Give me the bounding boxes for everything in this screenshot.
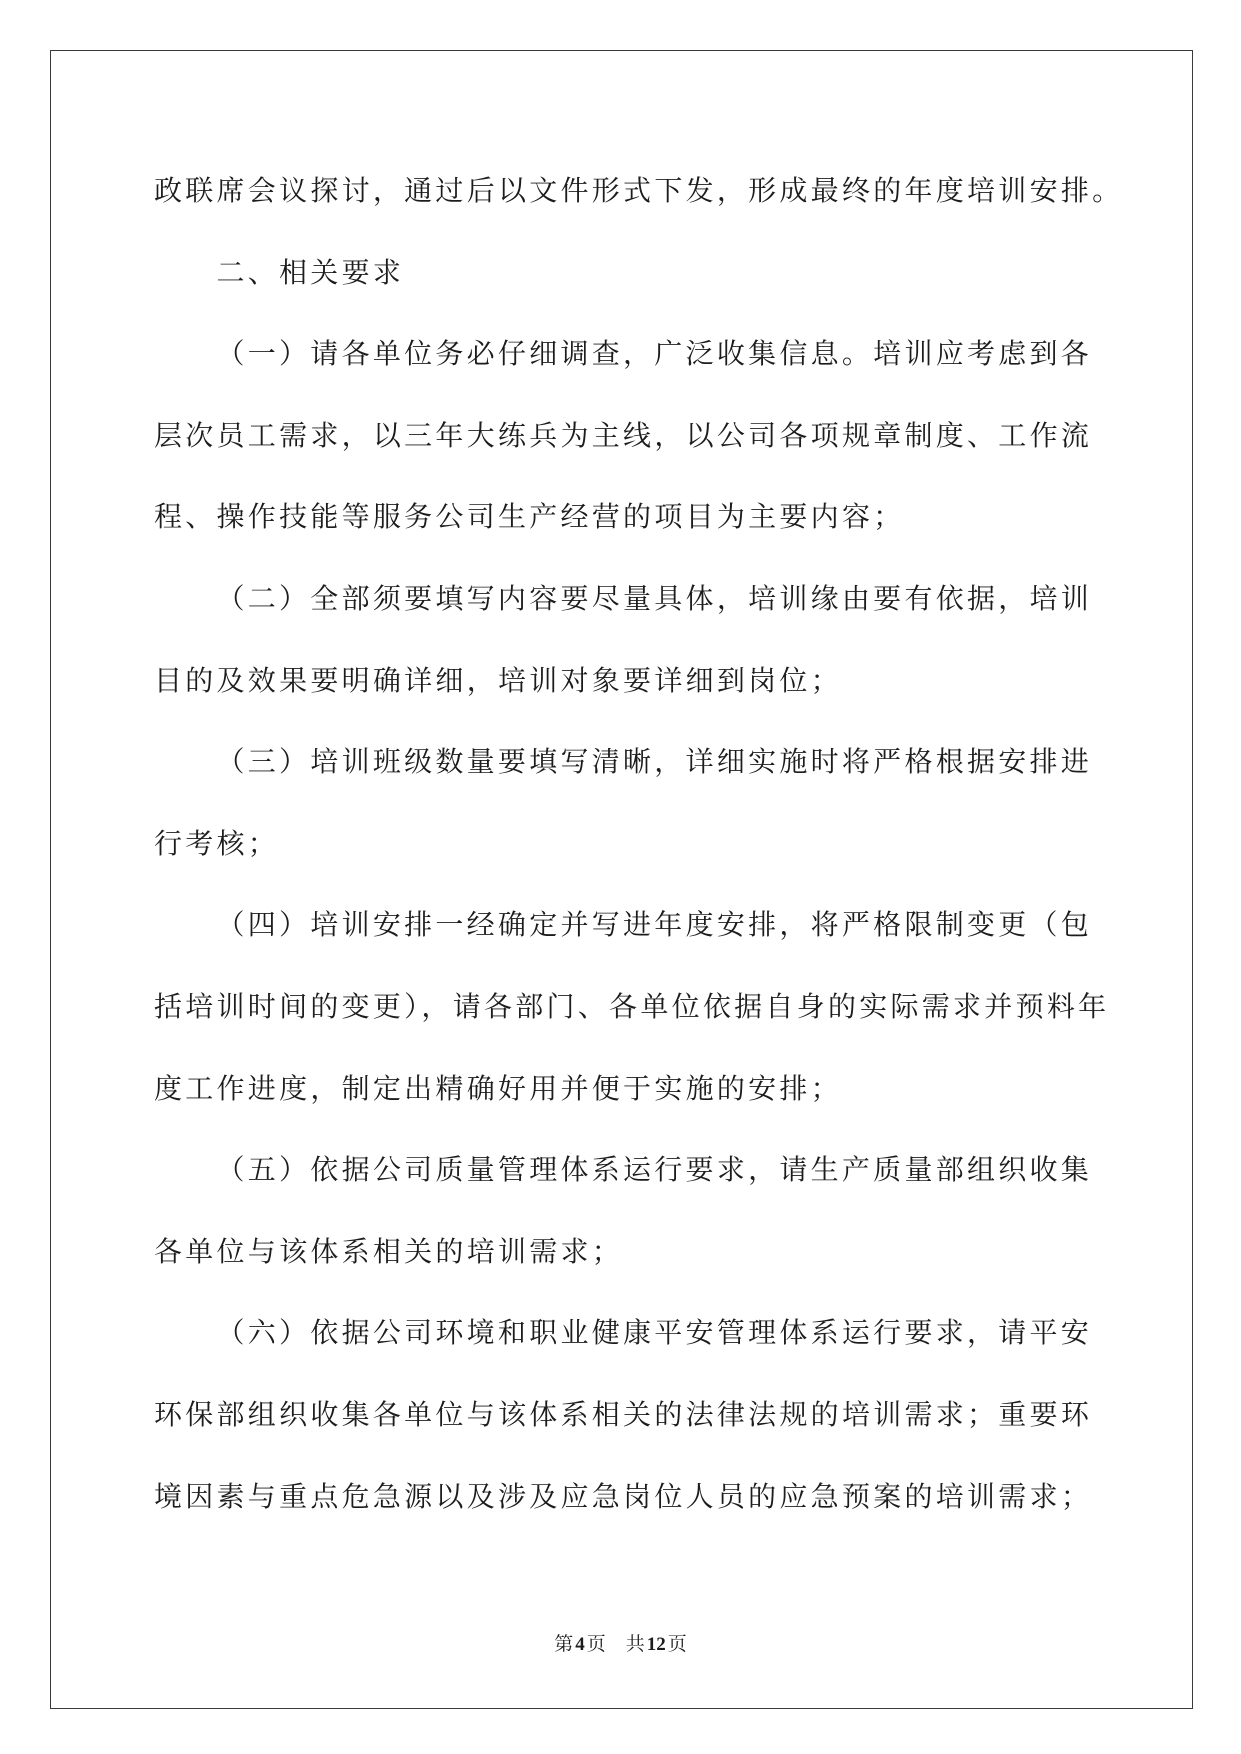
requirement-item-2	[154, 558, 1184, 721]
text-line: 层次员工需求，以三年大练兵为主线，以公司各项规章制度、工作流	[154, 418, 1093, 452]
text-line: （四）培训安排一经确定并写进年度安排，将严格限制变更（包	[216, 908, 1093, 942]
total-pages-value: 12	[646, 1634, 666, 1655]
text-line: （二）全部须要填写内容要尽量具体，培训缘由要有依据，培训	[216, 581, 1093, 615]
requirement-item-1	[154, 313, 1184, 558]
text-line: 各单位与该体系相关的培训需求；	[154, 1234, 624, 1268]
requirement-item-6	[154, 1292, 1184, 1537]
page-suffix: 页	[586, 1634, 606, 1655]
text-line: 括培训时间的变更），请各部门、各单位依据自身的实际需求并预料年	[154, 989, 1110, 1023]
document-body	[154, 150, 1184, 1537]
text-line: 政联席会议探讨，通过后以文件形式下发，形成最终的年度培训安排。	[154, 174, 1124, 207]
page-number-value: 4	[575, 1634, 585, 1655]
paragraph-continuation	[154, 150, 1184, 232]
total-prefix: 共	[625, 1634, 645, 1655]
total-suffix: 页	[667, 1634, 687, 1655]
section-heading	[154, 232, 1184, 314]
text-line: 环保部组织收集各单位与该体系相关的法律法规的培训需求；重要环	[154, 1397, 1093, 1431]
requirement-item-3	[154, 721, 1184, 884]
text-line: 目的及效果要明确详细，培训对象要详细到岗位；	[154, 663, 842, 697]
text-line: 境因素与重点危急源以及涉及应急岗位人员的应急预案的培训需求；	[154, 1479, 1093, 1513]
text-line: 程、操作技能等服务公司生产经营的项目为主要内容；	[154, 500, 905, 534]
text-line: （五）依据公司质量管理体系运行要求，请生产质量部组织收集	[216, 1153, 1093, 1187]
page-number	[0, 1632, 1241, 1658]
requirement-item-5	[154, 1129, 1184, 1292]
text-line: （三）培训班级数量要填写清晰，详细实施时将严格根据安排进	[216, 745, 1093, 779]
section-heading-text: 二、相关要求	[216, 255, 405, 289]
total-pages-label	[626, 1634, 687, 1655]
text-line: 行考核；	[154, 826, 280, 860]
current-page-label	[554, 1634, 606, 1655]
text-line: （六）依据公司环境和职业健康平安管理体系运行要求，请平安	[216, 1316, 1093, 1350]
text-line: 度工作进度，制定出精确好用并便于实施的安排；	[154, 1071, 842, 1105]
page-prefix: 第	[554, 1634, 574, 1655]
requirement-item-4	[154, 884, 1184, 1129]
text-line: （一）请各单位务必仔细调查，广泛收集信息。培训应考虑到各	[216, 337, 1093, 371]
